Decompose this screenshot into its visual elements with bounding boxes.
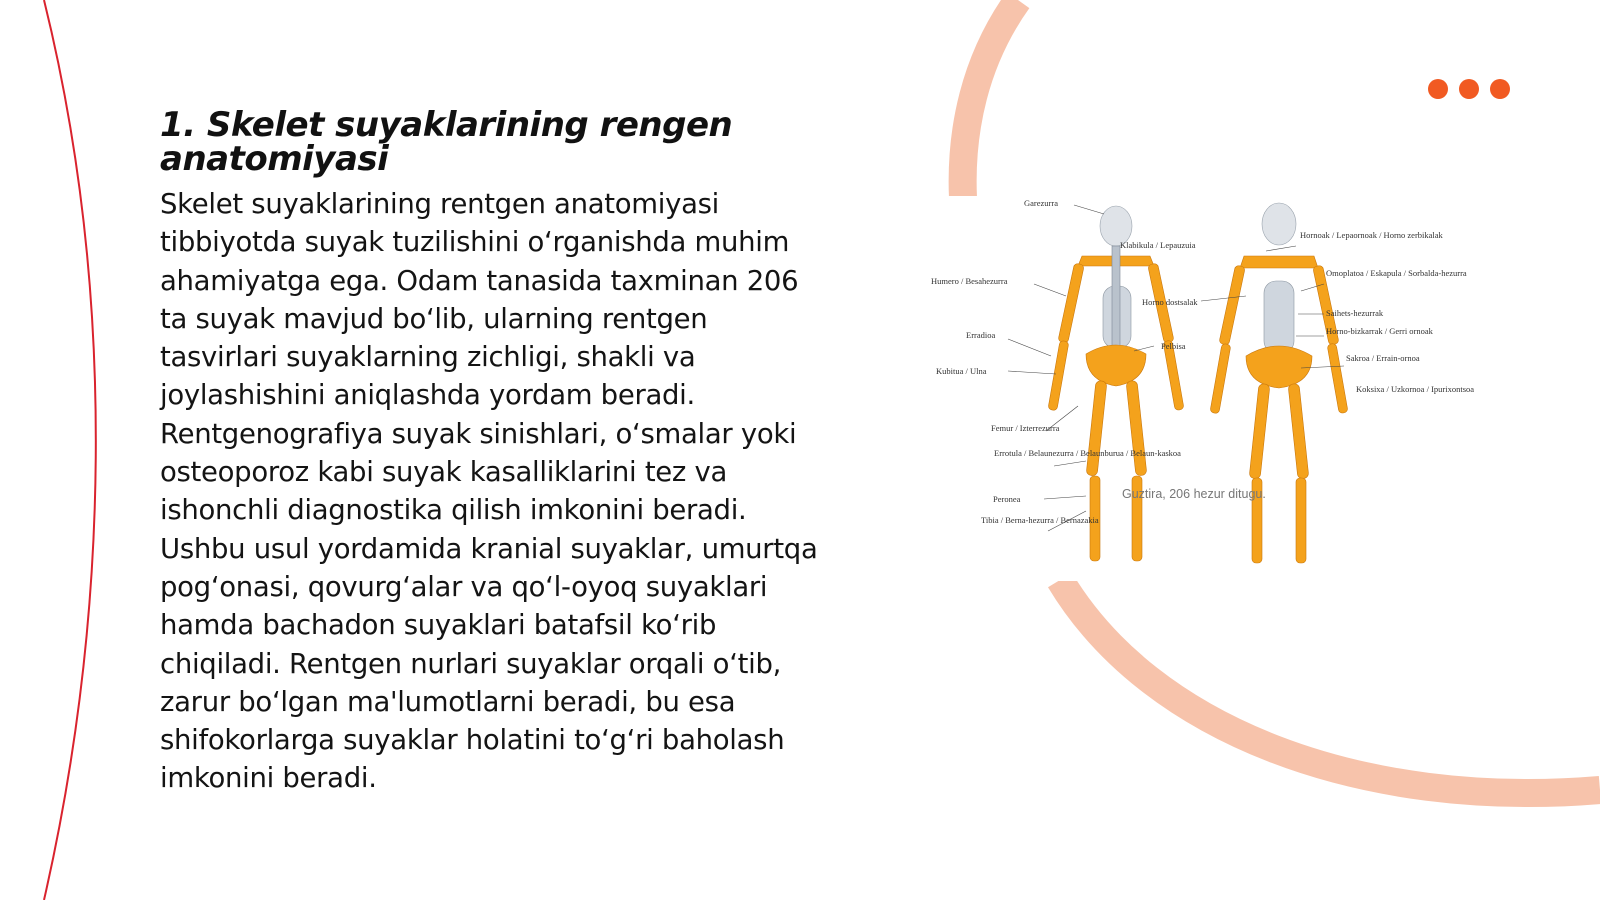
- label-pelvis: Pelbisa: [1161, 341, 1186, 351]
- label-radius: Erradioa: [966, 330, 996, 340]
- label-humerus: Humero / Besahezurra: [931, 276, 1008, 286]
- label-clavicle: Klabikula / Lepauzuia: [1120, 240, 1196, 250]
- label-femur: Femur / Izterrezurra: [991, 423, 1060, 433]
- label-tibia: Tibia / Berna-hezurra / Bernazakia: [981, 515, 1099, 525]
- arc-top-segment: [963, 0, 1018, 198]
- label-ulna: Kubitua / Ulna: [936, 366, 987, 376]
- label-sacrum: Sakroa / Errain-ornoa: [1346, 353, 1420, 363]
- label-scapula: Omoplatoa / Eskapula / Sorbalda-hezurra: [1326, 268, 1467, 278]
- dot-2: [1459, 79, 1479, 99]
- dot-1: [1428, 79, 1448, 99]
- skeleton-front: [1048, 206, 1184, 561]
- label-sternum: Horno dostsalak: [1142, 297, 1198, 307]
- label-fibula: Peronea: [993, 494, 1021, 504]
- label-patella: Errotula / Belaunezurra / Belaunburua / Belaun-kaskoa: [994, 448, 1181, 458]
- dot-3: [1490, 79, 1510, 99]
- label-skull: Garezurra: [1024, 198, 1058, 208]
- label-cervical: Hornoak / Lepaornoak / Horno zerbikalak: [1300, 230, 1443, 240]
- figure-caption: Guztira, 206 hezur ditugu.: [1122, 487, 1266, 501]
- label-lumbar: Horno-bizkarrak / Gerri ornoak: [1326, 326, 1433, 336]
- arc-bottom-segment: [1060, 580, 1600, 793]
- label-coccyx: Koksixa / Uzkornoa / Ipurixontsoa: [1356, 384, 1475, 394]
- label-ribs: Saihets-hezurrak: [1326, 308, 1384, 318]
- skeleton-diagram: [931, 196, 1475, 581]
- three-dots-icon[interactable]: [1428, 79, 1510, 99]
- slide-title: 1. Skelet suyaklarining rengen anatomiyasi: [160, 105, 733, 179]
- left-red-curve: [44, 0, 96, 900]
- skeleton-back: [1210, 203, 1348, 563]
- slide-body-text: Skelet suyaklarining rentgen anatomiyasi tibbiyotda suyak tuzilishini o‘rganishda muhim ahamiyatga ega. Odam tanasida taxminan 206 ta suyak mavjud bo‘lib, ularning rentgen tasvirlari suyaklarning zichligi, shakli va joylashishini aniqlashda yordam beradi. Rentgenografiya suyak sinishlari, o‘smalar yoki osteoporoz kabi suyak kasalliklarini tez va ishonchli diagnostika qilish imkonini beradi. Ushbu usul yordamida kranial suyaklar, umurtqa pog‘onasi, qovurg‘alar va qo‘l-oyoq suyaklari hamda bachadon suyaklari batafsil ko‘rib chiqiladi. Rentgen nurlari suyaklar orqali o‘tib, zarur bo‘lgan ma'lumotlarni beradi, bu esa shifokorlarga suyaklar holatini to‘g‘ri baholash imkonini beradi.: [160, 188, 818, 795]
